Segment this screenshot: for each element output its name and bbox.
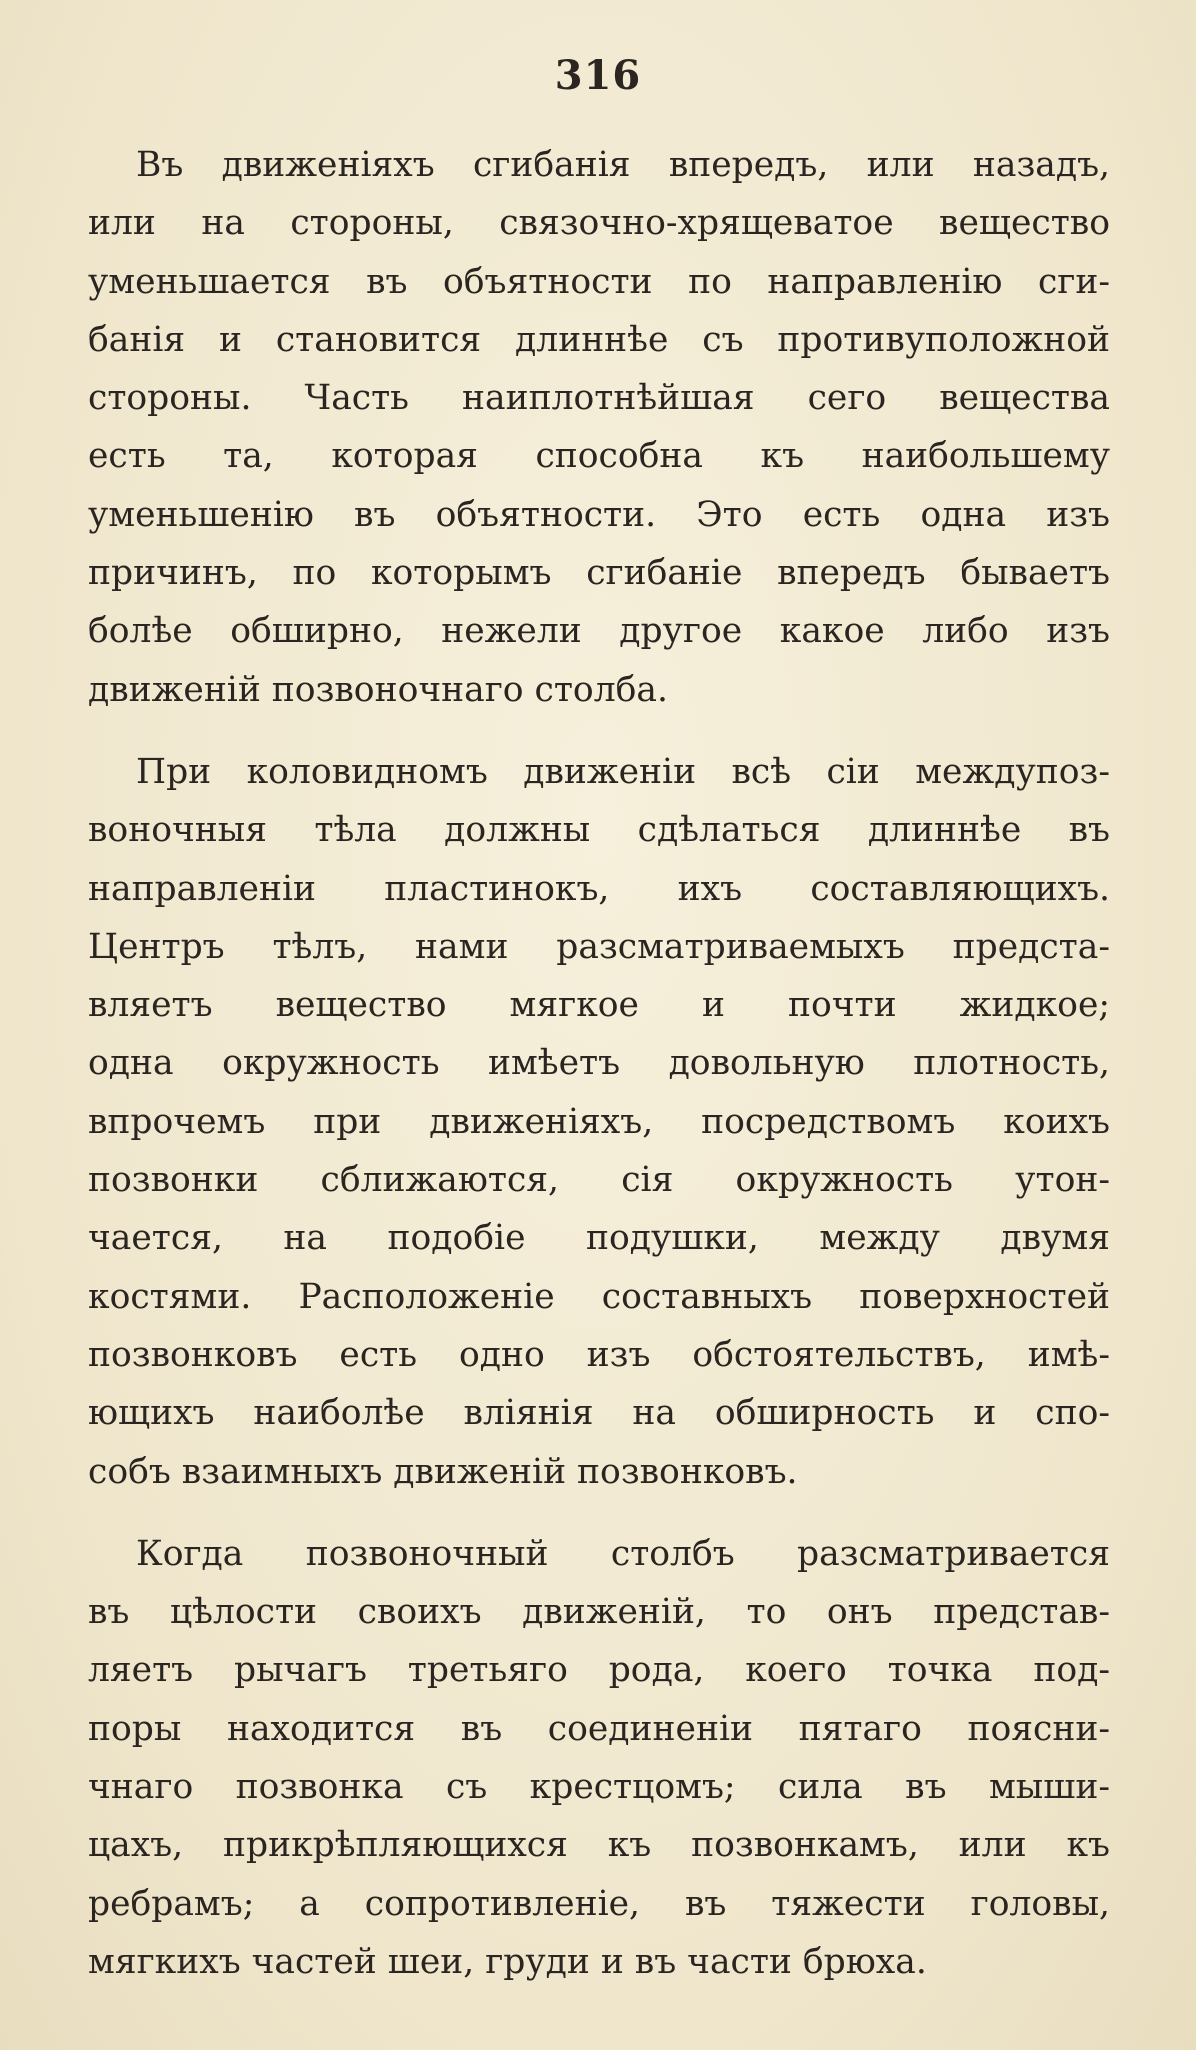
text-line: впрочемъ при движенiяхъ, посредствомъ коихъ: [88, 1101, 1110, 1142]
text-line: въ цѣлости своихъ движенiй, то онъ представ-: [88, 1592, 1110, 1633]
text-line: болѣе обширно, нежели другое какое либо изъ: [88, 611, 1110, 652]
text-line: Въ движенiяхъ сгибанiя впередъ, или назадъ,: [136, 145, 1110, 185]
text-line: чается, на подобiе подушки, между двумя: [88, 1218, 1110, 1259]
text-line: направленiи пластинокъ, ихъ составляющихъ.: [88, 868, 1110, 909]
text-line: собъ взаимныхъ движенiй позвонковъ.: [88, 1451, 798, 1492]
text-line: костями. Расположенiе составныхъ поверхностей: [88, 1276, 1110, 1317]
text-line: есть та, которая способна къ наибольшему: [88, 436, 1110, 477]
text-line: мягкихъ частей шеи, груди и въ части брюха.: [88, 1941, 927, 1982]
text-line: одна окружность имѣетъ довольную плотность,: [88, 1043, 1110, 1084]
text-line: банiя и становится длиннѣе съ противуположной: [88, 319, 1110, 360]
text-line: позвонки сближаются, сiя окружность утон-: [88, 1160, 1110, 1201]
page-text-body: [88, 136, 1110, 1991]
text-line: ребрамъ; а сопротивленiе, въ тяжести головы,: [88, 1883, 1110, 1924]
text-line: Центръ тѣлъ, нами разсматриваемыхъ предста-: [88, 926, 1110, 967]
text-line: цахъ, прикрѣпляющихся къ позвонкамъ, или къ: [88, 1825, 1110, 1866]
text-line: чнаго позвонка съ крестцомъ; сила въ мыши-: [88, 1767, 1110, 1808]
paragraph-1: [88, 136, 1110, 719]
text-line: ляетъ рычагъ третьяго рода, коего точка под-: [88, 1650, 1110, 1691]
text-line: уменьшенiю въ объятности. Это есть одна изъ: [88, 494, 1110, 535]
text-line: ющихъ наиболѣе влiянiя на обширность и спо-: [88, 1393, 1110, 1434]
text-line: вляетъ вещество мягкое и почти жидкое;: [88, 985, 1110, 1026]
paragraph-2: [88, 743, 1110, 1501]
page-number: 316: [554, 52, 642, 99]
text-line: стороны. Часть наиплотнѣйшая сего вещества: [88, 378, 1110, 419]
text-line: поры находится въ соединенiи пятаго поясни-: [88, 1708, 1110, 1749]
paragraph-3: [88, 1525, 1110, 1991]
text-line: воночныя тѣла должны сдѣлаться длиннѣе въ: [88, 810, 1110, 851]
text-line: причинъ, по которымъ сгибанiе впередъ бываетъ: [88, 553, 1110, 594]
text-line: уменьшается въ объятности по направленiю сги-: [88, 261, 1110, 302]
text-line: или на стороны, связочно-хрящеватое вещество: [88, 203, 1110, 244]
text-line: движенiй позвоночнаго столба.: [88, 669, 668, 710]
text-line: позвонковъ есть одно изъ обстоятельствъ, имѣ-: [88, 1334, 1110, 1375]
text-line: При коловидномъ движенiи всѣ сiи междупоз-: [136, 751, 1110, 792]
text-line: Когда позвоночный столбъ разсматривается: [136, 1533, 1110, 1574]
